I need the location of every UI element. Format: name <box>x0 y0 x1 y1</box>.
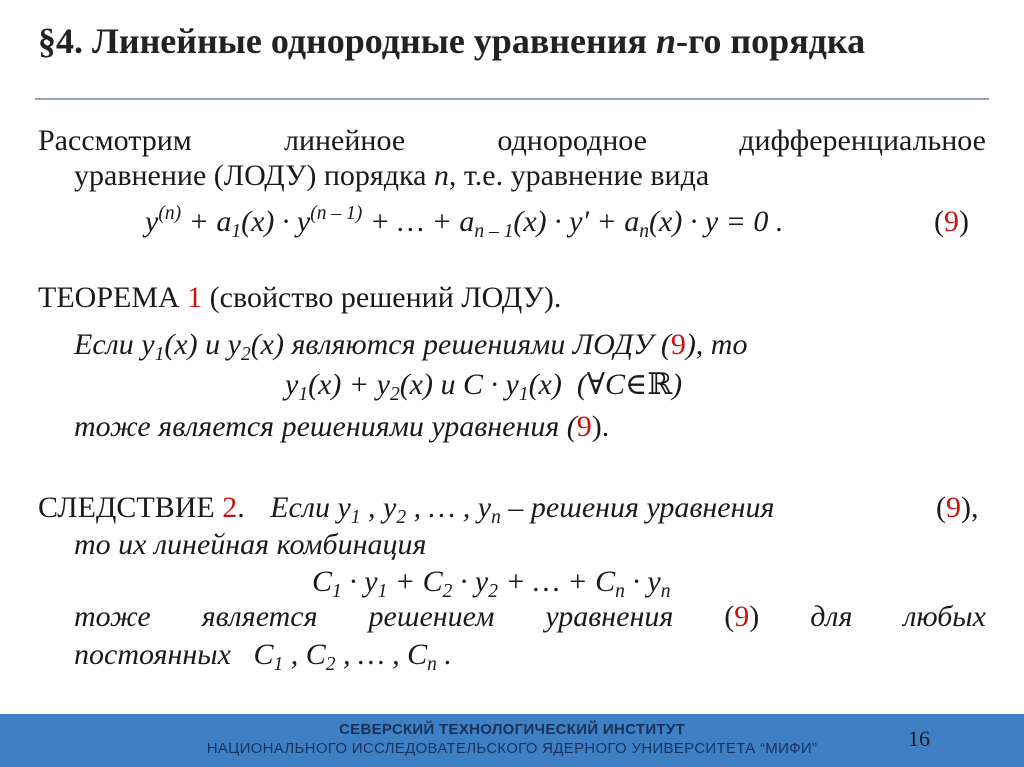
corollary-line-5: постоянных $C_1$ , $C_2$ , … , $C_n$ . <box>74 638 452 675</box>
slide-title: §4. Линейные однородные уравнения n-го порядка <box>38 21 866 61</box>
linear-combination-formula: $C_1 \cdot y_1 + C_2 \cdot y_2$ + … + $C_n \cdot y_n$ <box>312 565 671 602</box>
corollary-line-2: то их линейная комбинация <box>74 528 427 561</box>
theorem-line-1: Если $y_1(x)$ и $y_2(x)$ являются решениями ЛОДУ (9), то <box>74 328 748 365</box>
intro-line-2: уравнение (ЛОДУ) порядка n, т.е. уравнение вида <box>74 159 710 192</box>
equation-9: $y^{(n)} + a_1(x) \cdot y^{(n - 1)}$ + … + $a_{n - 1}(x) \cdot y' + a_n(x) \cdot y = 0$ . <box>145 203 784 242</box>
corollary-heading: СЛЕДСТВИЕ 2. Если $y_1$ , $y_2$ , … , $y_n$ – решения уравнения <box>38 491 775 528</box>
theorem-heading: ТЕОРЕМА 1 (свойство решений ЛОДУ). <box>38 281 562 314</box>
corollary-line-4: тоже является решением уравнения (9) для любых <box>74 600 986 633</box>
footer-org-line-1: СЕВЕРСКИЙ ТЕХНОЛОГИЧЕСКИЙ ИНСТИТУТ <box>339 721 685 738</box>
intro-line-1: Рассмотрим линейное однородное дифференциальное <box>38 124 986 157</box>
corollary-ref: (9), <box>936 491 979 524</box>
page-number: 16 <box>908 726 930 751</box>
title-divider <box>35 98 989 100</box>
theorem-formula: $y_1(x) + y_2(x)$ и $C \cdot y_1(x)$ (∀C∈ℝ) <box>285 368 683 405</box>
footer-org-line-2: НАЦИОНАЛЬНОГО ИССЛЕДОВАТЕЛЬСКОГО ЯДЕРНОГО УНИВЕРСИТЕТА “МИФИ” <box>206 740 818 757</box>
footer-bar <box>0 714 1024 767</box>
theorem-line-3: тоже является решениями уравнения (9). <box>74 410 610 443</box>
equation-number: (9) <box>934 205 969 238</box>
